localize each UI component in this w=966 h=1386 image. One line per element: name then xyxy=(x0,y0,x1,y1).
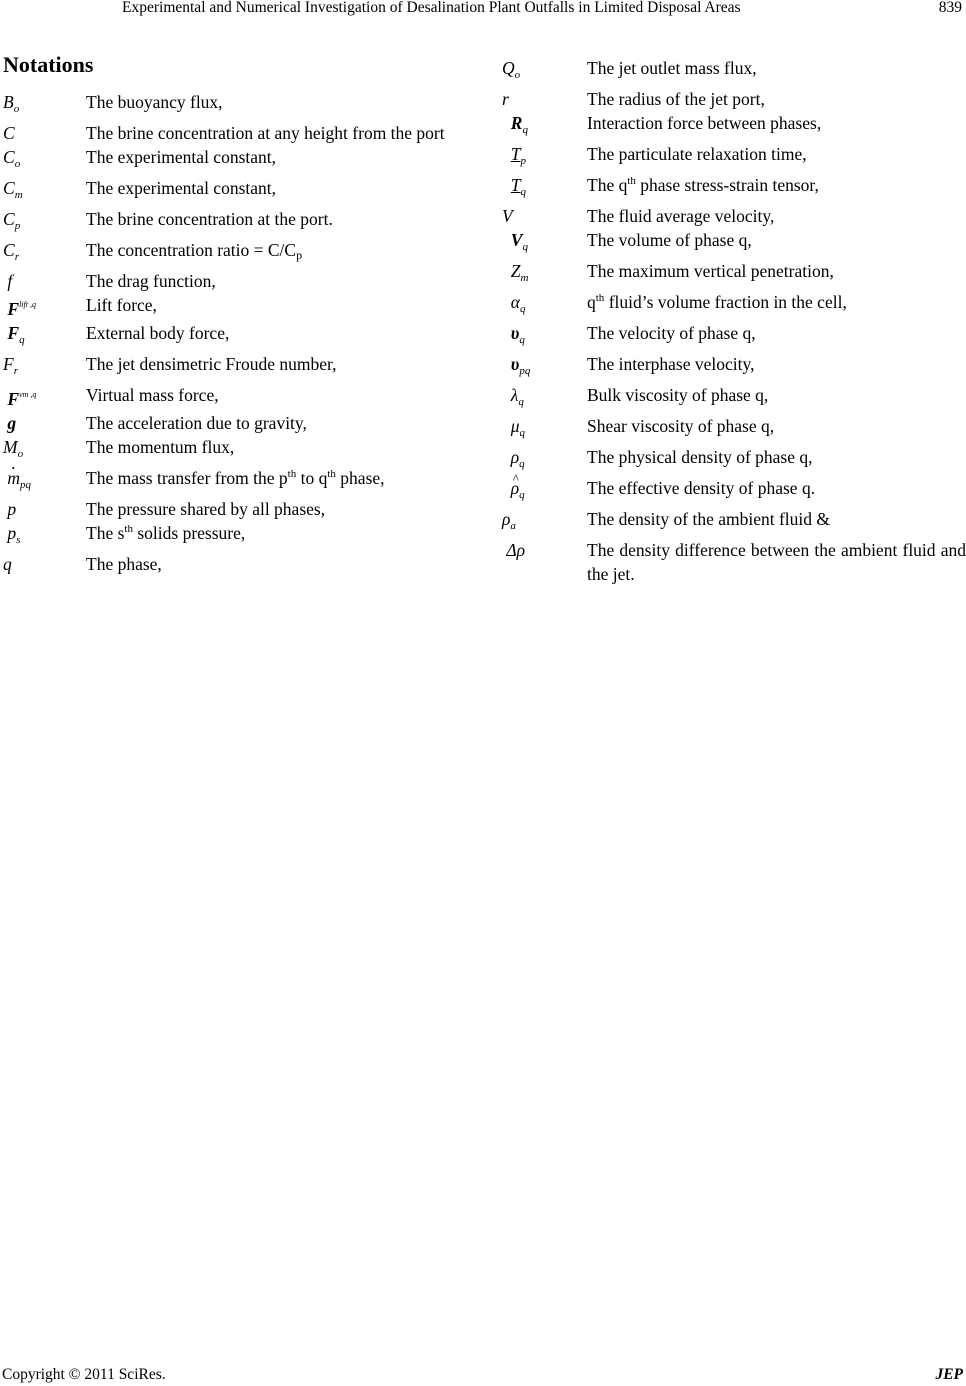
notation-entry xyxy=(500,445,966,476)
notation-symbol: $V_q$ xyxy=(510,230,528,253)
notation-symbol: $T_q$ xyxy=(510,175,526,198)
notation-entry xyxy=(0,121,466,145)
notation-description: The pressure shared by all phases, xyxy=(86,499,326,519)
notation-entry xyxy=(0,90,466,121)
notation-entry xyxy=(500,228,966,259)
notation-entry xyxy=(500,538,966,586)
notation-entry xyxy=(500,173,966,204)
notation-description: The density difference between the ambient fluid and the jet. xyxy=(587,540,966,584)
notation-description: The experimental constant, xyxy=(86,178,276,198)
notation-entry xyxy=(0,176,466,207)
notation-symbol: $C_m$ xyxy=(3,178,23,201)
notation-entry xyxy=(500,321,966,352)
notations-left-column xyxy=(0,90,466,576)
notation-description: The $q^{th}$ phase stress-strain tensor, xyxy=(587,175,819,195)
notation-symbol: r xyxy=(502,89,509,109)
notation-symbol: $M_o$ xyxy=(3,437,24,460)
notation-entry xyxy=(0,145,466,176)
notation-entry xyxy=(0,293,466,321)
notation-description: The particulate relaxation time, xyxy=(587,144,807,164)
notation-description: The volume of phase q, xyxy=(587,230,752,250)
notation-symbol: $\upsilon_q$ xyxy=(510,323,525,346)
notation-entry xyxy=(0,466,466,497)
page-footer xyxy=(0,1366,966,1386)
notation-symbol: $B_o$ xyxy=(3,92,20,115)
notation-entry xyxy=(0,269,466,293)
notation-description: Virtual mass force, xyxy=(86,385,219,405)
notation-entry xyxy=(500,507,966,538)
notation-description: The concentration ratio = $C/C_p$ xyxy=(86,240,303,262)
notation-description: The brine concentration at the port. xyxy=(86,209,333,229)
notation-symbol: $Z_m$ xyxy=(510,261,529,284)
notation-description: The buoyancy flux, xyxy=(86,92,223,112)
notation-symbol: g xyxy=(7,413,17,433)
notation-description: The phase, xyxy=(86,554,162,574)
notation-description: The maximum vertical penetration, xyxy=(587,261,834,281)
notation-symbol: $\upsilon_{pq}$ xyxy=(510,354,531,377)
notation-entry xyxy=(0,321,466,352)
notation-entry xyxy=(500,383,966,414)
notation-entry xyxy=(500,142,966,173)
copyright-notice: Copyright © 2011 SciRes. xyxy=(2,1366,166,1383)
notation-description: The jet outlet mass flux, xyxy=(587,58,757,78)
notation-symbol: V xyxy=(502,206,513,226)
notation-entry xyxy=(0,352,466,383)
page-number: 839 xyxy=(938,0,962,16)
notations-right-column xyxy=(500,56,966,586)
notation-entry xyxy=(500,56,966,87)
notation-entry xyxy=(0,521,466,552)
notation-symbol: $F_r$ xyxy=(3,354,18,377)
notation-entry xyxy=(500,111,966,142)
notation-description: The brine concentration at any height from the port xyxy=(86,123,445,143)
notation-symbol: $R_q$ xyxy=(510,113,528,136)
notation-description: Bulk viscosity of phase q, xyxy=(587,385,769,405)
notation-symbol: $\alpha_q$ xyxy=(510,292,526,315)
notation-symbol: $T_p$ xyxy=(510,144,526,167)
notation-symbol: $\mu_q$ xyxy=(510,416,526,439)
running-title: Experimental and Numerical Investigation of Desalination Plant Outfalls in Limited Disposal Areas xyxy=(122,0,741,16)
notation-description: Interaction force between phases, xyxy=(587,113,822,133)
notation-symbol: $C_o$ xyxy=(3,147,21,170)
notation-symbol: $\lambda_q$ xyxy=(510,385,524,408)
notation-description: The fluid average velocity, xyxy=(587,206,775,226)
notation-description: $q^{th}$ fluid’s volume fraction in the cell, xyxy=(587,292,847,312)
notation-entry xyxy=(500,290,966,321)
notation-description: The momentum flux, xyxy=(86,437,235,457)
notation-description: The jet densimetric Froude number, xyxy=(86,354,337,374)
running-header xyxy=(0,0,966,22)
notation-description: The velocity of phase q, xyxy=(587,323,756,343)
notation-entry xyxy=(0,552,466,576)
notation-symbol: $p_s$ xyxy=(7,523,21,546)
notation-entry xyxy=(500,259,966,290)
notation-description: The radius of the jet port, xyxy=(587,89,765,109)
notation-symbol: $F^{vm ,q}$ xyxy=(7,389,37,409)
notation-entry xyxy=(500,352,966,383)
notation-description: The interphase velocity, xyxy=(587,354,755,374)
notation-entry xyxy=(0,238,466,269)
notation-symbol: $Q_o$ xyxy=(502,58,521,81)
notation-symbol: $C_p$ xyxy=(3,209,21,232)
notation-entry xyxy=(0,435,466,466)
notation-symbol: q xyxy=(3,554,12,574)
notation-entry xyxy=(0,383,466,411)
notation-entry xyxy=(500,87,966,111)
notation-entry xyxy=(0,497,466,521)
notation-symbol: $\rho_q$ xyxy=(510,447,525,470)
notation-symbol: Δρ xyxy=(506,540,526,560)
notation-description: The $s^{th}$ solids pressure, xyxy=(86,523,246,543)
notation-entry xyxy=(500,414,966,445)
notation-symbol: $C_r$ xyxy=(3,240,19,263)
notation-symbol: p xyxy=(7,499,17,519)
notation-description: The drag function, xyxy=(86,271,216,291)
notation-symbol: · $m_{pq}$ xyxy=(0,466,86,497)
notation-entry xyxy=(0,207,466,238)
journal-abbreviation: JEP xyxy=(935,1366,963,1383)
notation-symbol: $F_q$ xyxy=(7,323,25,346)
notation-symbol: ^ $\rho_q$ xyxy=(500,476,587,507)
notation-entry xyxy=(0,411,466,435)
notation-description: The experimental constant, xyxy=(86,147,276,167)
notation-description: The physical density of phase q, xyxy=(587,447,813,467)
notation-description: The density of the ambient fluid & xyxy=(587,509,831,529)
notation-symbol: $\rho_a$ xyxy=(502,509,516,532)
notation-description: The mass transfer from the $p^{th}$ to $q^{th}$ phase, xyxy=(86,468,385,488)
notation-description: The acceleration due to gravity, xyxy=(86,413,307,433)
notation-entry xyxy=(500,476,966,507)
notation-description: Lift force, xyxy=(86,295,157,315)
notation-description: Shear viscosity of phase q, xyxy=(587,416,775,436)
notation-symbol: f xyxy=(7,271,13,291)
section-title: Notations xyxy=(3,52,94,77)
notation-symbol: $F^{lift ,q}$ xyxy=(7,299,36,319)
notation-symbol: C xyxy=(3,123,15,143)
notation-description: The effective density of phase q. xyxy=(587,478,816,498)
notation-entry xyxy=(500,204,966,228)
notation-description: External body force, xyxy=(86,323,230,343)
